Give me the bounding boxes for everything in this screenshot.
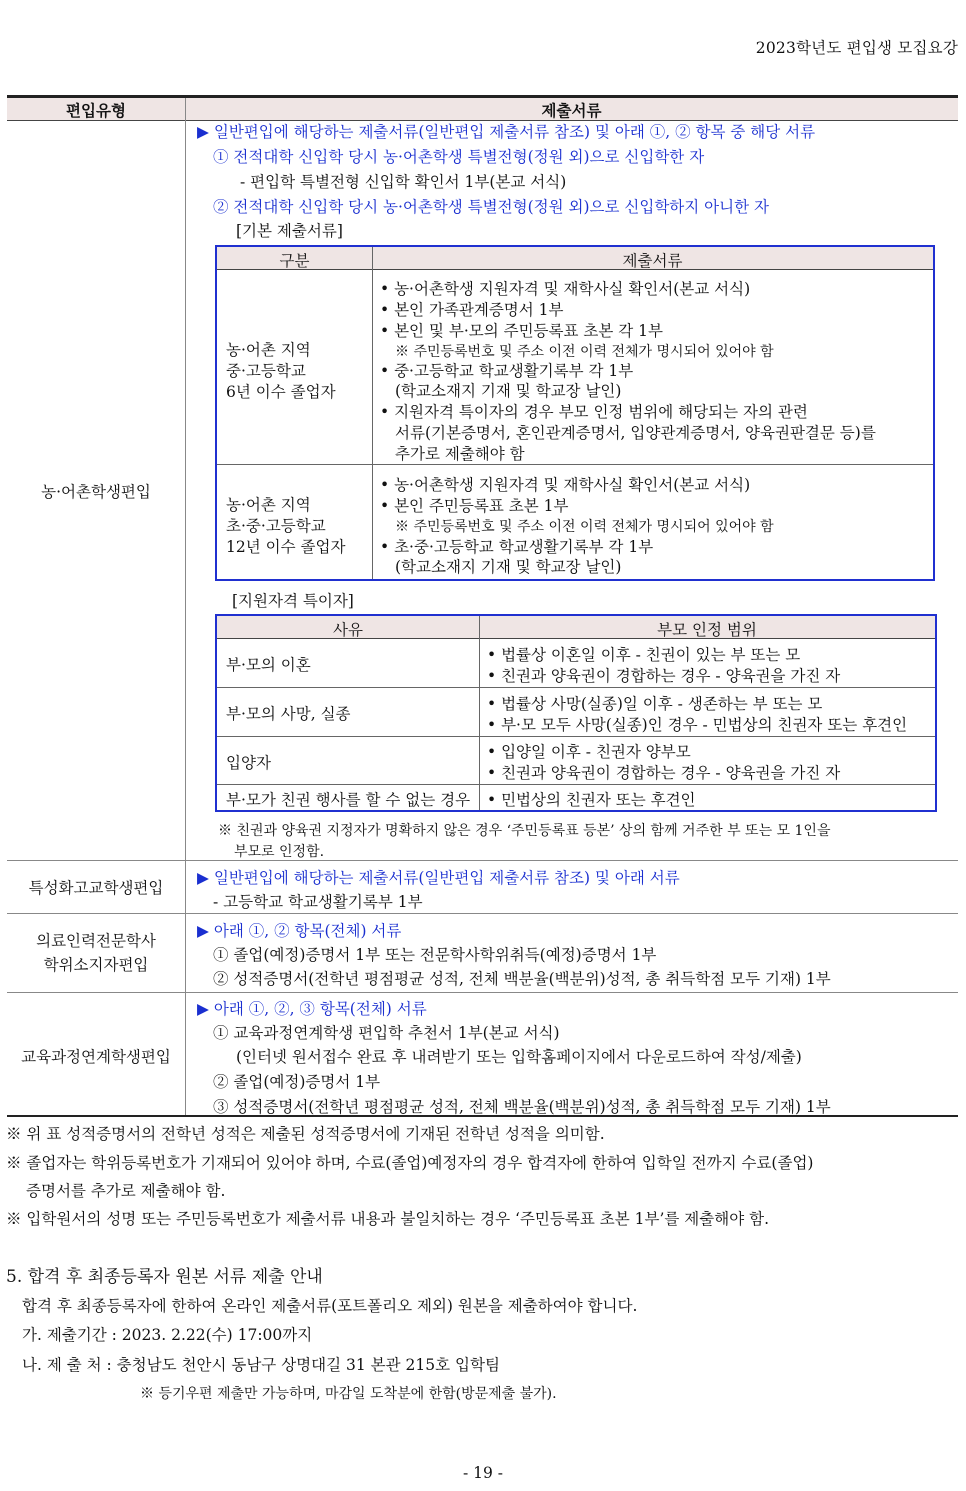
- row-divider: [7, 992, 958, 993]
- curriculum-line-1: ▶ 아래 ①, ②, ③ 항목(전체) 서류: [197, 1000, 427, 1018]
- basic-col-category: 구분: [279, 252, 310, 270]
- special-row-divider: [217, 736, 935, 737]
- basic-r2-label-2: 초·중·고등학교: [226, 517, 326, 535]
- basic-docs-header: [217, 247, 933, 270]
- rural-line-3: - 편입학 특별전형 신입학 확인서 1부(본교 서식): [240, 173, 567, 191]
- rural-line-2: ① 전적대학 신입학 당시 농·어촌학생 특별전형(정원 외)으로 신입학한 자: [213, 148, 705, 166]
- special-item: • 친권과 양육권이 경합하는 경우 - 양육권을 가진 자: [487, 764, 841, 782]
- basic-r2-item: • 본인 주민등록표 초본 1부: [380, 497, 569, 515]
- basic-col-divider: [372, 247, 373, 579]
- special-col-divider: [479, 616, 480, 810]
- section5-title: 5. 합격 후 최종등록자 원본 서류 제출 안내: [6, 1267, 323, 1287]
- special-item: • 법률상 사망(실종)일 이후 - 생존하는 부 또는 모: [487, 695, 823, 713]
- basic-row-divider: [217, 464, 933, 465]
- rural-line-4: ② 전적대학 신입학 당시 농·어촌학생 특별전형(정원 외)으로 신입학하지 아니한 자: [213, 198, 770, 216]
- special-item: • 부·모 모두 사망(실종)인 경우 - 민법상의 친권자 또는 후견인: [487, 716, 908, 734]
- basic-r1-item: • 본인 가족관계증명서 1부: [380, 301, 564, 319]
- section5-place: 나. 제 출 처 : 충청남도 천안시 동남구 상명대길 31 본관 215호 입학팀: [22, 1356, 500, 1374]
- row-type-medical-line1: 의료인력전문학사: [36, 932, 156, 950]
- curriculum-line-2: ① 교육과정연계학생 편입학 추천서 1부(본교 서식): [213, 1024, 560, 1042]
- basic-r1-item: • 중·고등학교 학교생활기록부 각 1부: [380, 362, 634, 380]
- basic-r2-item: • 농·어촌학생 지원자격 및 재학사실 확인서(본교 서식): [380, 476, 751, 494]
- rural-line-1: ▶ 일반편입에 해당하는 제출서류(일반편입 제출서류 참조) 및 아래 ①, ② 항목 중 해당 서류: [197, 123, 816, 141]
- special-reason: 부·모가 친권 행사를 할 수 없는 경우: [226, 791, 471, 809]
- basic-r2-item: • 초·중·고등학교 학교생활기록부 각 1부: [380, 538, 654, 556]
- table-note-1: ※ 위 표 성적증명서의 전학년 성적은 제출된 성적증명서에 기재된 전학년 성적을 의미함.: [6, 1125, 605, 1143]
- special-item: • 민법상의 친권자 또는 후견인: [487, 791, 696, 809]
- medical-line-1: ▶ 아래 ①, ② 항목(전체) 서류: [197, 922, 402, 940]
- col-header-docs: 제출서류: [541, 101, 602, 120]
- special-cases-box: [215, 614, 937, 812]
- section5-note: ※ 등기우편 제출만 가능하며, 마감일 도착분에 한함(방문제출 불가).: [140, 1386, 557, 1402]
- curriculum-line-3: (인터넷 원서접수 완료 후 내려받기 또는 입학홈페이지에서 다운로드하여 작성/제출): [236, 1048, 802, 1066]
- basic-r1-label-3: 6년 이수 졸업자: [226, 383, 336, 401]
- special-note-2: 부모로 인정함.: [234, 844, 325, 860]
- row-type-medical-line2: 학위소지자편입: [43, 956, 149, 974]
- special-reason: 부·모의 이혼: [226, 656, 311, 674]
- basic-r1-item: 서류(기본증명서, 혼인관계증명서, 입양관계증명서, 양육권판결문 등)를: [395, 424, 876, 442]
- table-note-2: ※ 졸업자는 학위등록번호가 기재되어 있어야 하며, 수료(졸업)예정자의 경우 합격자에 한하여 입학일 전까지 수료(졸업): [6, 1154, 814, 1172]
- table-header-row: [7, 98, 958, 121]
- row-type-curriculum: 교육과정연계학생편입: [21, 1048, 171, 1066]
- basic-r1-item: 추가로 제출해야 함: [395, 445, 525, 463]
- basic-r1-item: • 본인 및 부·모의 주민등록표 초본 각 1부: [380, 322, 664, 340]
- special-title: [지원자격 특이자]: [232, 592, 354, 610]
- special-col-range: 부모 인정 범위: [657, 621, 757, 639]
- page-number: - 19 -: [462, 1464, 504, 1482]
- special-row-divider: [217, 687, 935, 688]
- basic-r2-label-1: 농·어촌 지역: [226, 496, 311, 514]
- row-divider: [7, 913, 958, 914]
- section5-period: 가. 제출기간 : 2023. 2.22(수) 17:00까지: [22, 1326, 313, 1344]
- special-reason: 부·모의 사망, 실종: [226, 705, 351, 723]
- row-type-vocational: 특성화고교학생편입: [28, 879, 164, 897]
- special-col-reason: 사유: [333, 621, 363, 639]
- basic-col-docs: 제출서류: [622, 252, 683, 270]
- basic-documents-box: [215, 245, 935, 581]
- basic-docs-title: [기본 제출서류]: [236, 222, 343, 240]
- medical-line-2: ① 졸업(예정)증명서 1부 또는 전문학사학위취득(예정)증명서 1부: [213, 946, 657, 964]
- special-item: • 친권과 양육권이 경합하는 경우 - 양육권을 가진 자: [487, 667, 841, 685]
- basic-r1-item: • 지원자격 특이자의 경우 부모 인정 범위에 해당되는 자의 관련: [380, 403, 808, 421]
- special-reason: 입양자: [226, 754, 271, 772]
- basic-r1-label-2: 중·고등학교: [226, 362, 306, 380]
- basic-r1-item: • 농·어촌학생 지원자격 및 재학사실 확인서(본교 서식): [380, 280, 751, 298]
- special-item: • 법률상 이혼일 이후 - 친권이 있는 부 또는 모: [487, 646, 801, 664]
- basic-r1-label-1: 농·어촌 지역: [226, 341, 311, 359]
- vocational-line-1: ▶ 일반편입에 해당하는 제출서류(일반편입 제출서류 참조) 및 아래 서류: [197, 869, 680, 887]
- basic-r1-item: (학교소재지 기재 및 학교장 날인): [395, 382, 622, 400]
- special-item: • 입양일 이후 - 친권자 양부모: [487, 743, 691, 761]
- column-divider: [185, 98, 186, 1115]
- table-note-2-cont: 증명서를 추가로 제출해야 함.: [26, 1182, 226, 1200]
- document-header-title: 2023학년도 편입생 모집요강: [755, 39, 958, 57]
- col-header-type: 편입유형: [66, 101, 126, 120]
- basic-r2-item-note: ※ 주민등록번호 및 주소 이전 이력 전체가 명시되어 있어야 함: [395, 519, 774, 535]
- basic-r2-label-3: 12년 이수 졸업자: [226, 538, 346, 556]
- table-note-3: ※ 입학원서의 성명 또는 주민등록번호가 제출서류 내용과 불일치하는 경우 ‘주민등록표 초본 1부’를 제출해야 함.: [6, 1210, 770, 1228]
- basic-r1-item-note: ※ 주민등록번호 및 주소 이전 이력 전체가 명시되어 있어야 함: [395, 344, 774, 360]
- curriculum-line-4: ② 졸업(예정)증명서 1부: [213, 1073, 381, 1091]
- medical-line-3: ② 성적증명서(전학년 평점평균 성적, 전체 백분율(백분위)성적, 총 취득학점 모두 기재) 1부: [213, 970, 831, 988]
- basic-r2-item: (학교소재지 기재 및 학교장 날인): [395, 558, 622, 576]
- row-type-rural: 농·어촌학생편입: [41, 483, 151, 501]
- curriculum-line-5: ③ 성적증명서(전학년 평점평균 성적, 전체 백분율(백분위)성적, 총 취득학점 모두 기재) 1부: [213, 1098, 831, 1116]
- section5-intro: 합격 후 최종등록자에 한하여 온라인 제출서류(포트폴리오 제외) 원본을 제출하여야 합니다.: [22, 1297, 638, 1315]
- row-divider: [7, 860, 958, 861]
- special-header: [217, 616, 935, 639]
- vocational-line-2: - 고등학교 학교생활기록부 1부: [213, 893, 423, 911]
- special-note-1: ※ 친권과 양육권 지정자가 명확하지 않은 경우 ‘주민등록표 등본’ 상의 함께 거주한 부 또는 모 1인을: [218, 823, 831, 839]
- special-row-divider: [217, 784, 935, 785]
